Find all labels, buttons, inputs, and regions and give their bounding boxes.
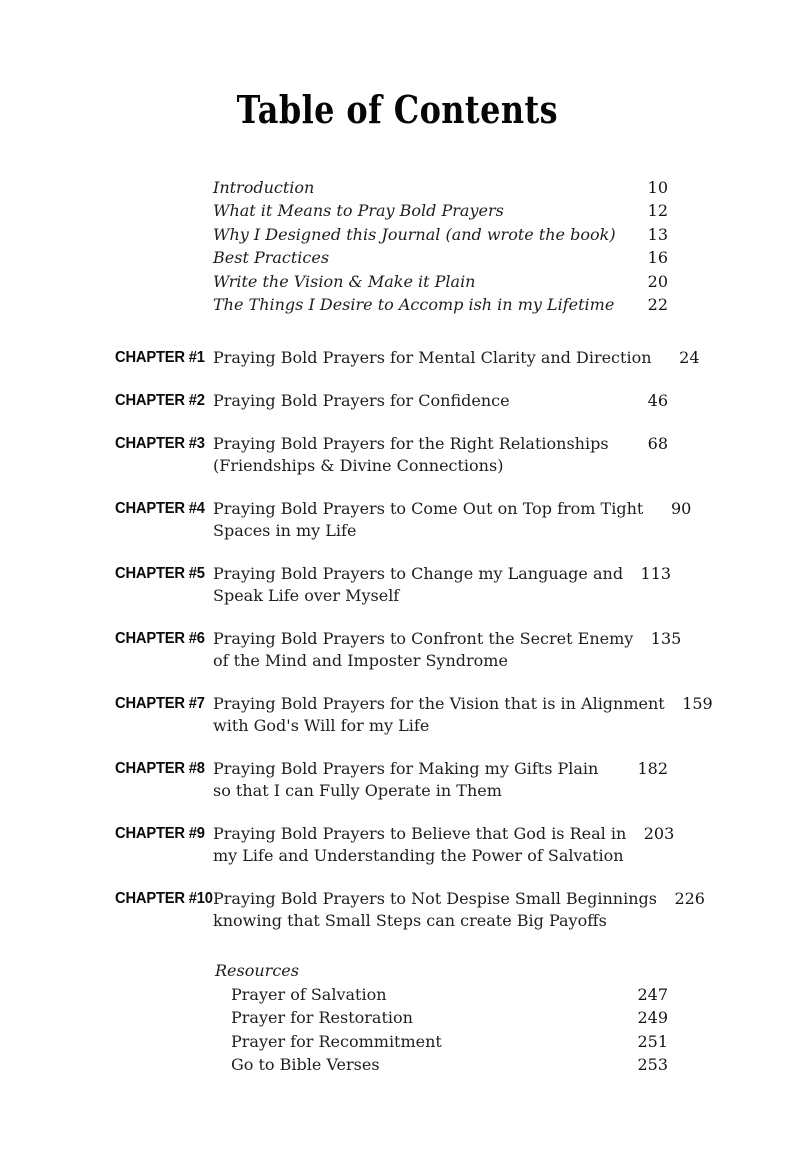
chapter-number-label: CHAPTER #9 bbox=[115, 825, 205, 843]
chapter-page-number: 68 bbox=[647, 434, 668, 454]
front-matter-row bbox=[213, 293, 668, 316]
chapter-number-label: CHAPTER #8 bbox=[115, 760, 205, 778]
front-matter-row bbox=[213, 246, 668, 269]
resource-page-number: 253 bbox=[637, 1055, 668, 1075]
chapter-number-label: CHAPTER #7 bbox=[115, 695, 205, 713]
page-title-wrap bbox=[0, 88, 794, 132]
chapter-row bbox=[115, 563, 672, 607]
chapter-row bbox=[115, 693, 713, 737]
chapter-title-line: Praying Bold Prayers to Come Out on Top from Tight bbox=[213, 499, 644, 519]
chapter-page-number: 182 bbox=[637, 759, 668, 779]
resource-page-number: 247 bbox=[637, 984, 668, 1004]
front-matter-label: The Things I Desire to Accomp ish in my Lifetime bbox=[213, 295, 615, 315]
resource-page-number: 251 bbox=[637, 1031, 668, 1051]
chapter-row bbox=[115, 390, 668, 412]
chapter-number-label: CHAPTER #5 bbox=[115, 565, 205, 583]
chapter-title-line: Praying Bold Prayers for the Right Relationships bbox=[213, 434, 609, 454]
front-matter-row bbox=[213, 176, 668, 199]
chapter-row bbox=[115, 758, 668, 802]
resources-section bbox=[215, 959, 668, 1076]
resource-row bbox=[215, 1006, 668, 1029]
resource-label: Prayer of Salvation bbox=[231, 984, 387, 1004]
front-matter-label: Why I Designed this Journal (and wrote the book) bbox=[213, 224, 616, 244]
front-matter-page-number: 22 bbox=[647, 295, 668, 315]
chapter-title-line: (Friendships & Divine Connections) bbox=[213, 456, 504, 476]
resources-header: Resources bbox=[215, 961, 299, 981]
front-matter-label: Write the Vision & Make it Plain bbox=[213, 271, 476, 291]
chapter-page-number: 203 bbox=[643, 824, 675, 844]
chapter-page-number: 226 bbox=[674, 889, 705, 909]
front-matter-row bbox=[213, 270, 668, 293]
chapter-page-number: 24 bbox=[679, 348, 700, 368]
chapter-title bbox=[213, 628, 633, 672]
resource-page-number: 249 bbox=[637, 1008, 668, 1028]
chapter-title-line: Praying Bold Prayers to Not Despise Small Beginnings bbox=[213, 889, 657, 909]
chapter-page-number: 46 bbox=[647, 391, 668, 411]
chapter-title bbox=[213, 823, 626, 867]
chapter-title-line: of the Mind and Imposter Syndrome bbox=[213, 651, 508, 671]
chapter-number-label: CHAPTER #1 bbox=[115, 349, 205, 367]
chapter-row bbox=[115, 823, 675, 867]
chapter-title bbox=[213, 888, 657, 932]
chapter-title bbox=[213, 347, 652, 369]
chapter-number-label: CHAPTER #3 bbox=[115, 435, 205, 453]
resource-label: Prayer for Recommitment bbox=[231, 1031, 442, 1051]
chapter-title-line: Praying Bold Prayers to Confront the Secret Enemy bbox=[213, 629, 634, 649]
front-matter-page-number: 10 bbox=[647, 178, 668, 197]
chapter-list bbox=[115, 347, 713, 932]
chapter-title-line: Praying Bold Prayers for the Vision that is in Alignment bbox=[213, 694, 665, 714]
chapter-title-line: knowing that Small Steps can create Big Payoffs bbox=[213, 911, 607, 931]
chapter-row bbox=[115, 888, 705, 932]
chapter-page-number: 113 bbox=[640, 564, 672, 584]
chapter-number-label: CHAPTER #4 bbox=[115, 500, 205, 518]
resource-label: Go to Bible Verses bbox=[231, 1055, 380, 1075]
front-matter-label: Introduction bbox=[213, 178, 315, 197]
chapter-title bbox=[213, 498, 643, 542]
resource-label: Prayer for Restoration bbox=[231, 1008, 413, 1028]
front-matter-label: What it Means to Pray Bold Prayers bbox=[213, 201, 504, 221]
chapter-number-label: CHAPTER #6 bbox=[115, 630, 205, 648]
chapter-page-number: 90 bbox=[670, 499, 692, 519]
chapter-title-line: Spaces in my Life bbox=[213, 521, 357, 541]
chapter-number-label: CHAPTER #2 bbox=[115, 392, 205, 410]
front-matter-row bbox=[213, 199, 668, 222]
chapter-title bbox=[213, 693, 665, 737]
chapter-row bbox=[115, 628, 682, 672]
chapter-title-line: my Life and Understanding the Power of Salvation bbox=[213, 846, 624, 866]
chapter-row bbox=[115, 347, 700, 369]
page-title: Table of Contents bbox=[236, 87, 558, 132]
resource-row bbox=[215, 1053, 668, 1076]
chapter-title bbox=[213, 390, 620, 412]
chapter-title-line: with God's Will for my Life bbox=[213, 716, 430, 736]
chapter-title-line: Praying Bold Prayers to Change my Language and bbox=[213, 564, 624, 584]
chapter-number-label: CHAPTER #10 bbox=[115, 890, 213, 908]
chapter-title-line: Praying Bold Prayers for Mental Clarity and Direction bbox=[213, 348, 652, 368]
chapter-title-line: Praying Bold Prayers for Making my Gifts Plain bbox=[213, 759, 599, 779]
chapter-title bbox=[213, 563, 623, 607]
chapter-row bbox=[115, 498, 692, 542]
front-matter-page-number: 13 bbox=[647, 224, 668, 244]
chapter-page-number: 159 bbox=[682, 694, 713, 714]
front-matter-page-number: 16 bbox=[647, 248, 668, 268]
chapter-title-line: Speak Life over Myself bbox=[213, 586, 400, 606]
chapter-page-number: 135 bbox=[650, 629, 682, 649]
chapter-title-line: Praying Bold Prayers to Believe that God is Real in bbox=[213, 824, 627, 844]
front-matter-list bbox=[213, 176, 668, 316]
resource-row bbox=[215, 983, 668, 1006]
front-matter-page-number: 20 bbox=[647, 271, 668, 291]
front-matter-label: Best Practices bbox=[213, 248, 330, 268]
resource-row bbox=[215, 1030, 668, 1053]
chapter-row bbox=[115, 433, 668, 477]
chapter-title bbox=[213, 758, 620, 802]
front-matter-page-number: 12 bbox=[647, 201, 668, 221]
chapter-title bbox=[213, 433, 620, 477]
front-matter-row bbox=[213, 223, 668, 246]
chapter-title-line: so that I can Fully Operate in Them bbox=[213, 781, 502, 801]
chapter-title-line: Praying Bold Prayers for Confidence bbox=[213, 391, 510, 411]
